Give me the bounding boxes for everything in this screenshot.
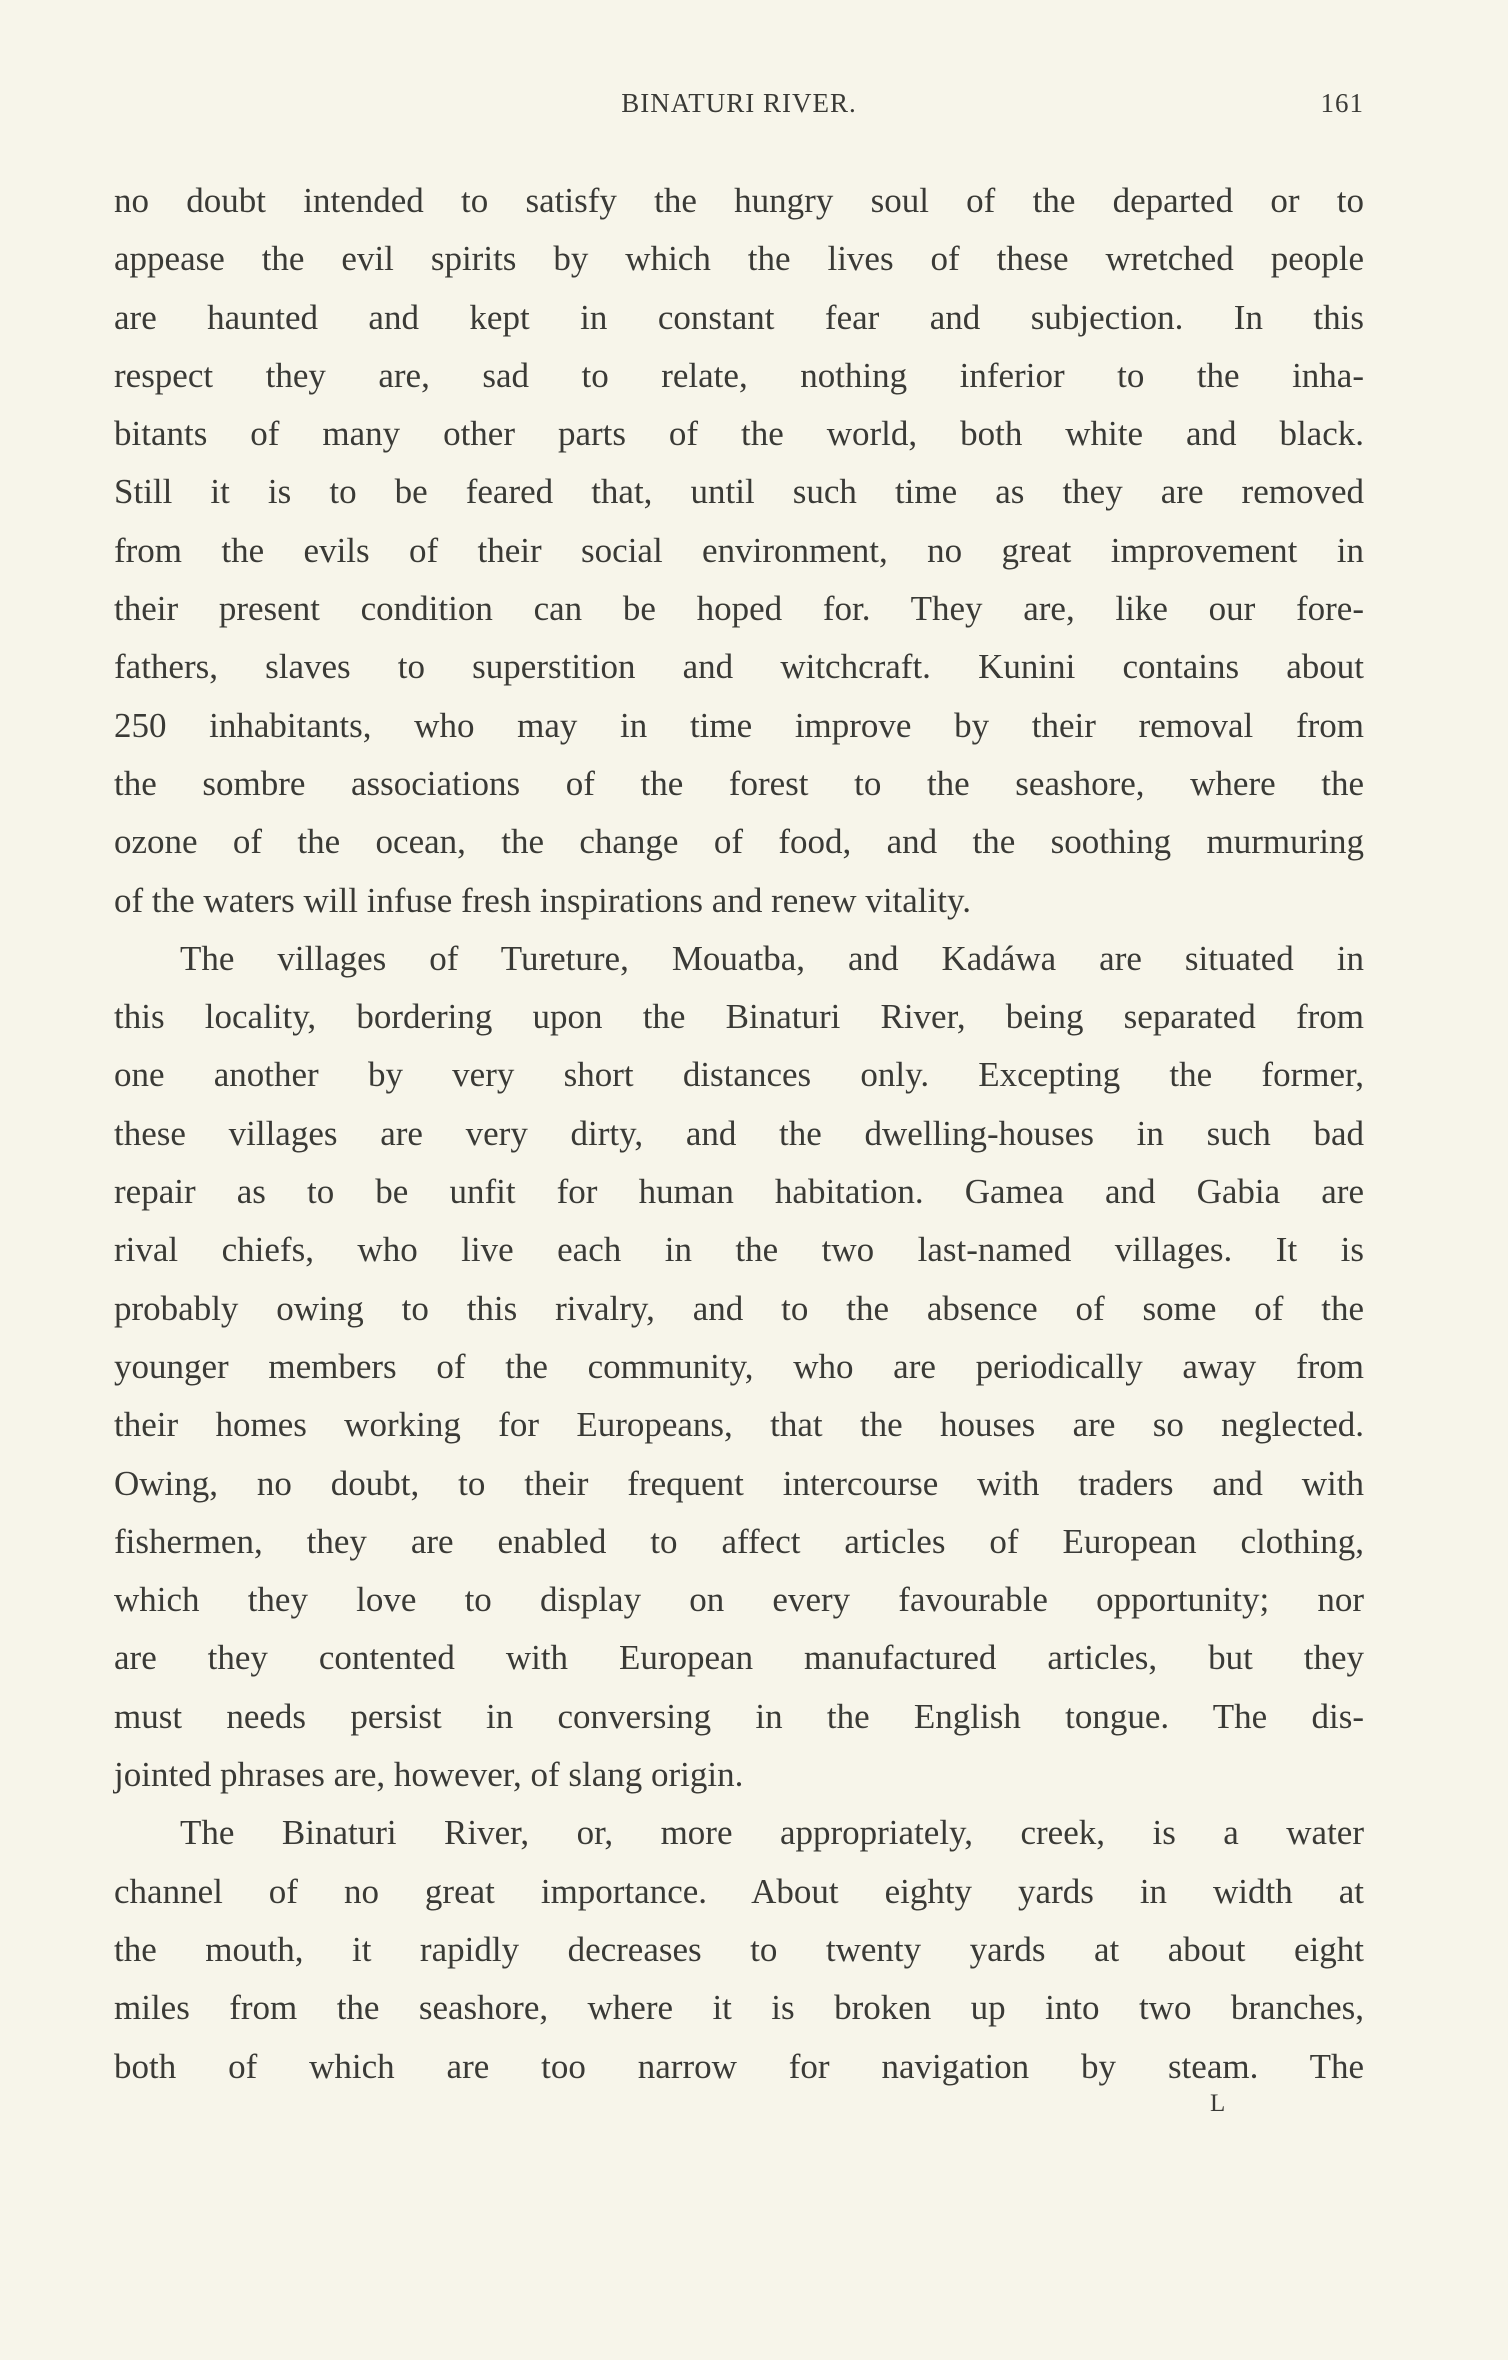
signature-mark: L (1210, 2090, 1226, 2117)
paragraph (114, 1804, 1364, 2095)
paragraph (114, 930, 1364, 1804)
text-line: respect they are, sad to relate, nothing inferior to the inha- (114, 355, 1364, 395)
text-line: Still it is to be feared that, until such time as they are removed (114, 472, 1364, 512)
text-line: the sombre associations of the forest to the seashore, where the (114, 763, 1364, 803)
text-line: are they contented with European manufactured articles, but they (114, 1638, 1364, 1678)
text-line: The Binaturi River, or, more appropriately, creek, is a water (180, 1813, 1364, 1853)
text-line: channel of no great importance. About eighty yards in width at (114, 1871, 1364, 1911)
text-line: The villages of Tureture, Mouatba, and Kadáwa are situated in (180, 938, 1364, 978)
text-line: from the evils of their social environment, no great improvement in (114, 530, 1364, 570)
text-line: probably owing to this rivalry, and to the absence of some of the (114, 1288, 1364, 1328)
text-line: younger members of the community, who are periodically away from (114, 1346, 1364, 1386)
text-line: this locality, bordering upon the Binaturi River, being separated from (114, 997, 1364, 1037)
page-number: 161 (1320, 88, 1364, 118)
text-line: one another by very short distances only. Excepting the former, (114, 1055, 1364, 1095)
text-line: no doubt intended to satisfy the hungry soul of the departed or to (114, 181, 1364, 220)
text-line: the mouth, it rapidly decreases to twenty yards at about eight (114, 1929, 1364, 1969)
paragraph (114, 172, 1364, 930)
text-line: these villages are very dirty, and the dwelling-houses in such bad (114, 1113, 1364, 1153)
running-head (114, 88, 1364, 128)
text-line: jointed phrases are, however, of slang origin. (114, 1755, 744, 1795)
text-line: repair as to be unfit for human habitation. Gamea and Gabia are (114, 1172, 1364, 1212)
text-line: are haunted and kept in constant fear and subjection. In this (114, 297, 1364, 337)
text-line: which they love to display on every favourable opportunity; nor (114, 1580, 1364, 1620)
text-line: bitants of many other parts of the world, both white and black. (114, 414, 1364, 454)
text-line: their present condition can be hoped for. They are, like our fore- (114, 589, 1364, 629)
text-line: their homes working for Europeans, that the houses are so neglected. (114, 1405, 1364, 1445)
text-line: Owing, no doubt, to their frequent intercourse with traders and with (114, 1463, 1364, 1503)
text-line: fathers, slaves to superstition and witchcraft. Kunini contains about (114, 647, 1364, 687)
running-title: BINATURI RIVER. (621, 88, 857, 118)
text-line: miles from the seashore, where it is broken up into two branches, (114, 1988, 1364, 2028)
text-line: must needs persist in conversing in the English tongue. The dis- (114, 1696, 1364, 1736)
text-line: both of which are too narrow for navigation by steam. The (114, 2046, 1364, 2086)
text-line: of the waters will infuse fresh inspirations and renew vitality. (114, 880, 971, 920)
text-line: rival chiefs, who live each in the two last-named villages. It is (114, 1230, 1364, 1270)
text-line: 250 inhabitants, who may in time improve by their removal from (114, 705, 1364, 745)
text-line: appease the evil spirits by which the lives of these wretched people (114, 239, 1364, 279)
text-line: ozone of the ocean, the change of food, and the soothing murmuring (114, 822, 1364, 862)
body-text (114, 172, 1364, 2096)
text-line: fishermen, they are enabled to affect articles of European clothing, (114, 1521, 1364, 1561)
